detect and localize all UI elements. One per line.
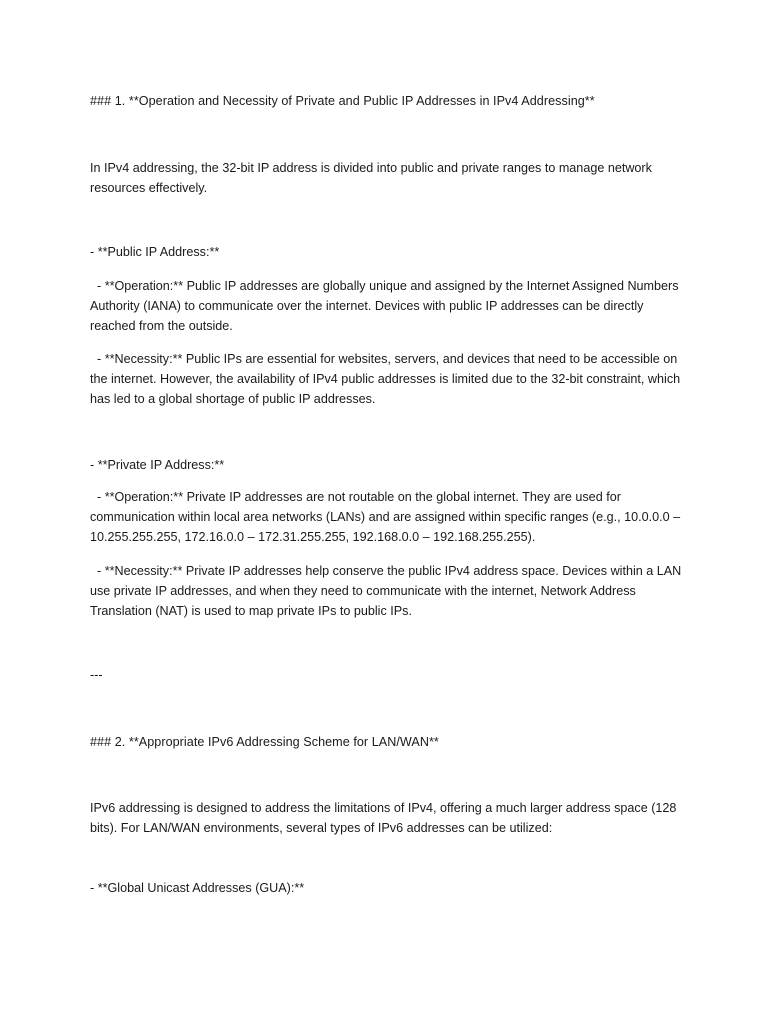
- section2-heading: ### 2. **Appropriate IPv6 Addressing Scheme for LAN/WAN**: [90, 735, 439, 749]
- public-ip-necessity-paragraph: - **Necessity:** Public IPs are essential for websites, servers, and devices that need to be accessible on the internet. However, the availability of IPv4 public addresses is limited due to the 32-bit constraint, which has led to a global shortage of public IP addresses.: [90, 352, 684, 406]
- public-ip-label: - **Public IP Address:**: [90, 245, 220, 259]
- private-ip-necessity-paragraph: - **Necessity:** Private IP addresses help conserve the public IPv4 address space. Devices within a LAN use private IP addresses, and when they need to communicate with the internet, Network Address Translation (NAT) is used to map private IPs to public IPs.: [90, 564, 685, 618]
- private-ip-operation-paragraph: - **Operation:** Private IP addresses are not routable on the global internet. They are used for communication within local area networks (LANs) and are assigned within specific ranges (e.g., 10.0.0.0 – 10.255.255.255, 172.16.0.0 – 172.31.255.255, 192.168.0.0 – 192.168.255.255).: [90, 490, 684, 544]
- section2-intro-paragraph: IPv6 addressing is designed to address the limitations of IPv4, offering a much larger address space (128 bits). For LAN/WAN environments, several types of IPv6 addresses can be utilized:: [90, 801, 677, 835]
- public-ip-operation-paragraph: - **Operation:** Public IP addresses are globally unique and assigned by the Internet Assigned Numbers Authority (IANA) to communicate over the internet. Devices with public IP addresses can be directly reached from the outside.: [90, 279, 682, 333]
- section-separator: ---: [90, 668, 103, 682]
- gua-label: - **Global Unicast Addresses (GUA):**: [90, 881, 305, 895]
- private-ip-label: - **Private IP Address:**: [90, 458, 225, 472]
- section1-intro-paragraph: In IPv4 addressing, the 32-bit IP address is divided into public and private ranges to manage network resources effectively.: [90, 161, 652, 195]
- section1-heading: ### 1. **Operation and Necessity of Private and Public IP Addresses in IPv4 Addressing**: [90, 94, 595, 108]
